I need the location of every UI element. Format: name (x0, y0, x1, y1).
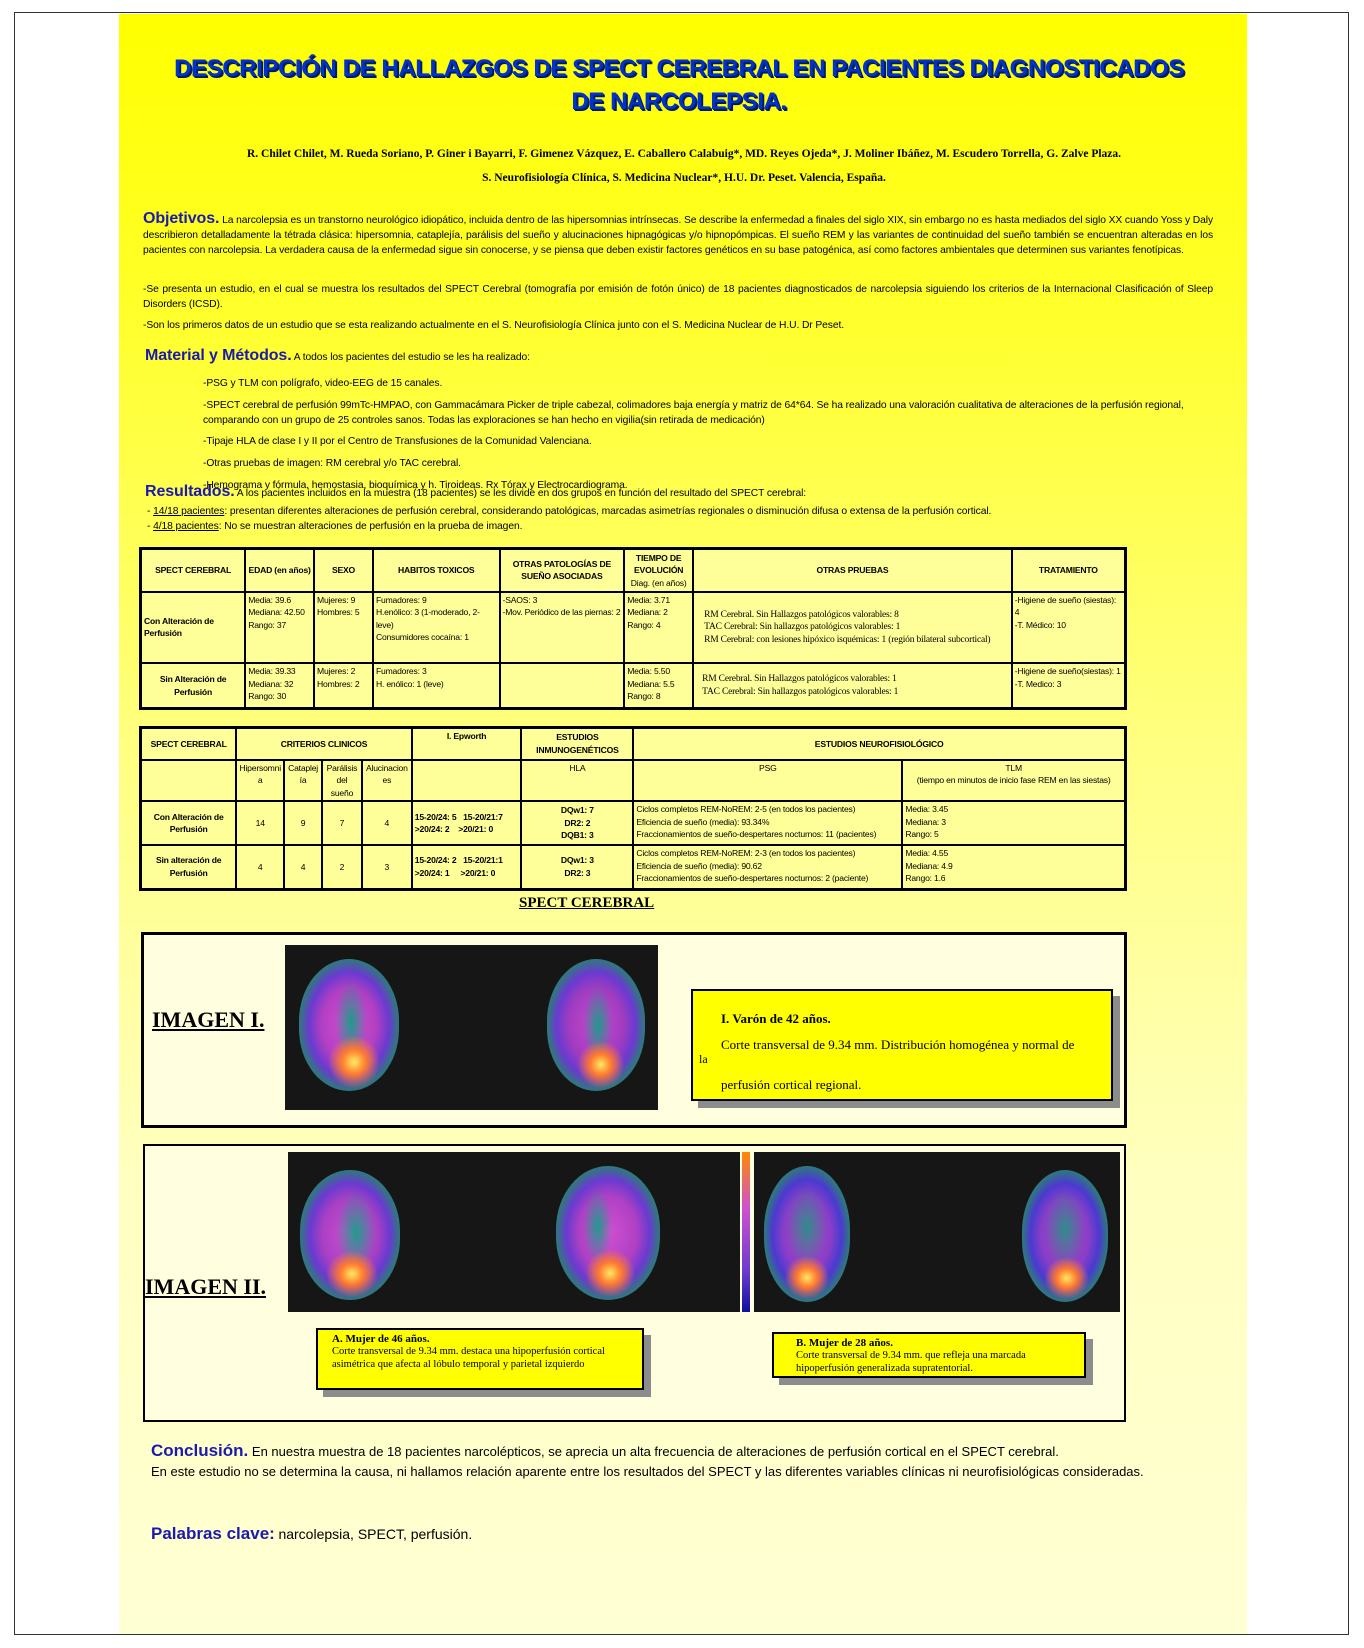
group1-label: 14/18 pacientes (153, 506, 225, 517)
conclusion-l1 (151, 1441, 1211, 1461)
t2-row2-cataplejia: 4 (284, 845, 322, 889)
t2-header-tlm (902, 760, 1125, 802)
brain-slice-image (556, 1166, 660, 1300)
t2-cell: DQw1: 7 (560, 805, 594, 816)
brain-slice-image (300, 1170, 400, 1300)
t1-header-habitos: HABITOS TOXICOS (373, 549, 500, 592)
t1-cell: Fumadores: 9 (375, 594, 427, 605)
t1-row2-sexo (314, 663, 373, 708)
t2-cell: Mediana: 4.9 (905, 860, 953, 871)
t1-cell: Hombres: 2 (317, 678, 360, 689)
t1-cell: Media: 39.33 (248, 666, 296, 677)
t2-row1-tlm (902, 801, 1125, 845)
t1-cell: Mujeres: 2 (317, 666, 356, 677)
t1-row2-otras-pruebas (693, 663, 1012, 708)
resultados-intro (145, 484, 1215, 501)
t2-row2-psg (633, 845, 902, 889)
imagen2-caption-a-title: A. Mujer de 46 años. (332, 1333, 430, 1345)
t1-cell: RM Cerebral. Sin Hallazgos patológicos valorables: 8 (704, 609, 899, 620)
t2-header-cataplejia: Cataplejía (284, 760, 322, 802)
imagen1-caption-line1: Corte transversal de 9.34 mm. Distribución homogénea y normal de (721, 1037, 1075, 1052)
t2-row1-cataplejia: 9 (284, 801, 322, 845)
material-item-hemograma: -Hemograma y fórmula, hemostasia, bioquímica y h. Tiroideas. Rx Tórax y Electrocardiograma. (203, 480, 628, 491)
t1-cell: Rango: 4 (627, 619, 661, 630)
t1-cell: H. enólico: 1 (leve) (375, 678, 444, 689)
t1-cell: Mediana: 5.5 (627, 678, 675, 689)
t1-cell: TAC Cerebral: Sin hallazgos patológicos valorables: 1 (704, 622, 901, 633)
t2-cell: DR2: 2 (564, 817, 591, 828)
t2-row2-hipersomnia: 4 (236, 845, 284, 889)
t2-header-hla: HLA (521, 760, 633, 802)
imagen2-scan-a (288, 1152, 740, 1312)
imagen1-caption-line3: perfusión cortical regional. (721, 1077, 862, 1092)
t1-row2-edad (245, 663, 314, 708)
material-intro (145, 348, 1215, 365)
t1-cell: Media: 39.6 (248, 594, 291, 605)
imagen2-caption-b-text: Corte transversal de 9.34 mm. que refleja una marcada hipoperfusión generalizada supratentorial. (796, 1350, 1026, 1374)
t1-cell: Mujeres: 9 (317, 594, 356, 605)
objetivos-p2: -Se presenta un estudio, en el cual se muestra los resultados del SPECT Cerebral (tomografía por emisión de fotón único) de 18 pacientes diagnosticados de narcolepsia siguiendo los criterios de la Internacional Clasificación of Sleep Disorders (ICSD). (143, 284, 1213, 310)
conclusion-text-1: En nuestra muestra de 18 pacientes narcolépticos, se aprecia un alta frecuencia de alteraciones de perfusión cortical en el SPECT cerebral. (251, 1444, 1059, 1459)
material-item-imagen: -Otras pruebas de imagen: RM cerebral y/o TAC cerebral. (203, 458, 461, 469)
t1-cell: Media: 3.71 (627, 594, 670, 605)
t2-cell: DQw1: 3 (560, 855, 594, 866)
material-item-spect: -SPECT cerebral de perfusión 99mTc-HMPAO, con Gammacámara Picker de triple cabezal, colimadores baja energía y matriz de 64*64. Se ha realizado una valoración cualitativa de alteraciones de la perfusión regional, comparando con un grupo de 25 controles sanos. Todas las exploraciones se han hecho en vigilia(sin retirada de medicación) (203, 400, 1184, 426)
t2-cell: Fraccionamientos de sueño-despertares nocturnos: 11 (pacientes) (636, 829, 877, 839)
t1-header-spect: SPECT CEREBRAL (141, 549, 246, 592)
t2-row1-alucinaciones: 4 (362, 801, 412, 845)
conclusion-heading: Conclusión. (151, 1441, 249, 1460)
imagen2-caption-b (772, 1332, 1086, 1378)
material-intro-text: A todos los pacientes del estudio se les ha realizado: (293, 352, 530, 363)
t1-cell: Rango: 30 (248, 691, 287, 702)
t2-row2-label: Sin alteración de Perfusión (141, 845, 237, 889)
imagen1-panel (141, 932, 1127, 1128)
objetivos-heading: Objetivos. (143, 210, 220, 227)
imagen2-caption-a (316, 1328, 644, 1390)
t1-row1-tiempo (624, 592, 693, 664)
imagen2-caption-b-title: B. Mujer de 28 años. (796, 1337, 893, 1349)
t1-cell: Rango: 37 (248, 619, 287, 630)
t2-cell: >20/24: 1 (414, 867, 450, 878)
color-scale-bar (742, 1152, 750, 1312)
imagen1-caption-title: I. Varón de 42 años. (721, 1011, 831, 1026)
objetivos-text: La narcolepsia es un transtorno neurológico idiopático, incluida dentro de las hipersomnias intrínsecas. Se describe la enfermedad a finales del siglo XIX, sin embargo no es hasta mediados del siglo XX cuando Yoss y Daly describieron detalladamente la tétrada clásica: hipersomnia, cataplejía, parálisis del sueño y alucinaciones hipnagógicas y/o hipnopómpicas. El sueño REM y las variantes de continuidad del sueño también se encuentran alteradas en los pacientes con narcolepsia. La verdadera causa de la enfermedad sigue sin conocerse, y se piensa que deben existir factores genéticos en su base patogénica, así como factores ambientales que determinen sus variantes fenotípicas. (143, 215, 1214, 256)
brain-slice-image (299, 959, 399, 1091)
t1-cell: Hombres: 5 (317, 607, 360, 618)
t1-header-otras-pruebas: OTRAS PRUEBAS (693, 549, 1012, 592)
t1-row1-otras-pat (500, 592, 625, 664)
t1-cell: -SAOS: 3 (502, 594, 538, 605)
results-table-1 (139, 547, 1127, 710)
t2-header-criterios: CRITERIOS CLINICOS (236, 728, 411, 760)
t2-cell (415, 867, 519, 880)
imagen2-scan-b (754, 1152, 1120, 1312)
t1-header-tiempo-a: TIEMPO DE EVOLUCIÓN (634, 552, 684, 576)
t2-row1-hipersomnia: 14 (236, 801, 284, 845)
t2-header-inmuno: ESTUDIOS INMUNOGENÉTICOS (521, 728, 633, 760)
conclusion-l2: En este estudio no se determina la causa, ni hallamos relación aparente entre los resultados del SPECT y las diferentes variables clínicas ni neurofisiológicas consideradas. (151, 1464, 1144, 1479)
t2-cell: >20/24: 2 (414, 824, 450, 834)
t2-row1-epworth (412, 801, 522, 845)
t1-row1-label: Con Alteración de Perfusión (141, 592, 246, 664)
t1-cell: Mediana: 42.50 (248, 607, 305, 618)
t2-cell: DQB1: 3 (561, 830, 594, 841)
t2-cell: Ciclos completos REM-NoREM: 2-3 (en todos los pacientes) (636, 848, 856, 858)
t1-row1-otras-pruebas (693, 592, 1012, 664)
t2-subheader-empty (141, 760, 237, 802)
t1-cell: Consumidores cocaína: 1 (375, 632, 469, 643)
palabras-clave (151, 1524, 1211, 1544)
t2-cell: Rango: 5 (905, 829, 939, 839)
material-item-hla: -Tipaje HLA de clase I y II por el Centro de Transfusiones de la Comunidad Valenciana. (203, 436, 592, 447)
objetivos-p3: -Son los primeros datos de un estudio que se esta realizando actualmente en el S. Neurofisiología Clínica junto con el S. Medicina Nuclear de H.U. Dr Peset. (143, 320, 844, 331)
t2-header-hipersomnia: Hipersomnia (236, 760, 284, 802)
t2-cell: Mediana: 3 (905, 816, 946, 827)
t2-cell: 15-20/21:7 (463, 811, 503, 822)
t2-header-psg: PSG (633, 760, 902, 802)
t2-row2-tlm (902, 845, 1125, 889)
t1-cell: Media: 5.50 (627, 666, 670, 677)
t1-cell: TAC Cerebral: Sin hallazgos patológicos valorables: 1 (702, 686, 899, 697)
t1-header-edad: EDAD (en años) (245, 549, 314, 592)
resultados-heading: Resultados. (145, 483, 235, 500)
t1-header-sexo: SEXO (314, 549, 373, 592)
group2-label: 4/18 pacientes (153, 521, 219, 532)
t1-cell: Fumadores: 3 (375, 666, 427, 677)
results-table-2 (139, 726, 1127, 891)
t2-cell (415, 811, 519, 824)
t2-cell: Fraccionamientos de sueño-despertares nocturnos: 2 (paciente) (636, 873, 869, 883)
t2-header-neuro: ESTUDIOS NEUROFISIOLÓGICO (633, 728, 1125, 760)
t2-row1-hla (521, 801, 633, 845)
brain-slice-image (1022, 1170, 1108, 1302)
t2-cell: 15-20/21:1 (463, 855, 503, 866)
t1-cell: RM Cerebral. Sin Hallazgos patológicos valorables: 1 (702, 674, 897, 685)
objetivos-p1 (143, 211, 1213, 258)
brain-slice-image (547, 959, 645, 1091)
t1-header-tratamiento: TRATAMIENTO (1012, 549, 1126, 592)
t1-cell: Rango: 8 (627, 691, 661, 702)
t1-cell: -Mov. Periódico de las piernas: 2 (502, 607, 621, 618)
t1-row1-sexo (314, 592, 373, 664)
t1-cell: -Higiene de sueño (siestas): 4 (1014, 594, 1117, 618)
t1-cell: Mediana: 2 (627, 607, 668, 618)
t2-header-tlm-label: TLM (1005, 762, 1022, 773)
t2-row1-psg (633, 801, 902, 845)
poster (119, 14, 1247, 1634)
t2-header-alucinaciones: Alucinaciones (362, 760, 412, 802)
imagen2-caption-a-text: Corte transversal de 9.34 mm. destaca una hipoperfusión cortical asimétrica que afecta al lóbulo temporal y parietal izquierdo (332, 1346, 605, 1370)
t1-cell: RM Cerebral: con lesiones hipóxico isquémicas: 1 (región bilateral subcortical) (704, 634, 991, 645)
t2-cell (415, 823, 519, 836)
t1-row2-label: Sin Alteración de Perfusión (141, 663, 246, 708)
material-item-psg: -PSG y TLM con polígrafo, video-EEG de 15 canales. (203, 378, 443, 389)
t2-cell: >20/21: 0 (460, 867, 496, 878)
t2-cell: Eficiencia de sueño (media): 93.34% (636, 816, 770, 827)
resultados-group2: - 4/18 pacientes: No se muestran alteraciones de perfusión en la prueba de imagen. (147, 521, 523, 532)
imagen1-label: IMAGEN I. (152, 1007, 265, 1032)
resultados-group1: - 14/18 pacientes: presentan diferentes alteraciones de perfusión cerebral, considerando patológicas, marcadas asimetrías regionales o disminución difusa o extensa de la perfusión cortical. (147, 506, 992, 517)
group1-text: : presentan diferentes alteraciones de perfusión cerebral, considerando patológicas, marcadas asimetrías regionales o disminución difusa o extensa de la perfusión cortical. (224, 506, 992, 517)
group2-text: : No se muestran alteraciones de perfusión en la prueba de imagen. (218, 521, 523, 532)
poster-title: DESCRIPCIÓN DE HALLAZGOS DE SPECT CEREBRAL EN PACIENTES DIAGNOSTICADOS DE NARCOLEPSIA. (174, 55, 1184, 115)
t1-row2-otras-pat (500, 663, 625, 708)
palabras-text: narcolepsia, SPECT, perfusión. (278, 1526, 473, 1542)
t1-row2-tiempo (624, 663, 693, 708)
t1-cell: -Higiene de sueño(siestas): 1 (1014, 666, 1121, 677)
t1-cell: -T. Médico: 10 (1014, 619, 1066, 630)
spect-section-title: SPECT CEREBRAL (519, 895, 655, 911)
t2-header-tlm-sub: (tiempo en minutos de inicio fase REM en las siestas) (916, 775, 1111, 785)
t1-row2-tratamiento (1012, 663, 1126, 708)
material-heading: Material y Métodos. (145, 347, 292, 364)
t2-cell: DR2: 3 (564, 867, 591, 878)
t2-header-spect: SPECT CEREBRAL (141, 728, 237, 760)
t2-row2-paralisis: 2 (322, 845, 362, 889)
t2-cell: >20/21: 0 (458, 824, 494, 834)
authors: R. Chilet Chilet, M. Rueda Soriano, P. Giner i Bayarri, F. Gimenez Vázquez, E. Caballero Calabuig*, MD. Reyes Ojeda*, J. Moliner Ibáñez, M. Escudero Torrella, G. Zalve Plaza. (246, 148, 1122, 160)
t1-cell: -T. Medico: 3 (1014, 678, 1062, 689)
t2-row2-epworth (412, 845, 522, 889)
brain-slice-image (764, 1166, 850, 1302)
t2-subheader-epworth-empty (412, 760, 522, 802)
affiliation: S. Neurofisiología Clínica, S. Medicina Nuclear*, H.U. Dr. Peset. Valencia, España. (482, 172, 886, 184)
t2-row2-alucinaciones: 3 (362, 845, 412, 889)
t1-header-otras-patologias: OTRAS PATOLOGÍAS DE SUEÑO ASOCIADAS (500, 549, 625, 592)
t1-row1-tratamiento (1012, 592, 1126, 664)
imagen2-panel (143, 1144, 1126, 1422)
t2-row1-paralisis: 7 (322, 801, 362, 845)
t2-cell: 15-20/24: 5 (414, 811, 457, 822)
t1-row1-habitos (373, 592, 500, 664)
t2-cell: Media: 4.55 (905, 848, 949, 858)
imagen1-caption (691, 989, 1113, 1101)
t2-cell: Rango: 1.6 (905, 873, 946, 883)
t2-header-paralisis: Parálisis del sueño (322, 760, 362, 802)
t2-cell (415, 854, 519, 867)
t1-header-tiempo (624, 549, 693, 592)
t1-row1-edad (245, 592, 314, 664)
imagen2-label: IMAGEN II. (145, 1274, 267, 1299)
t1-cell: H.enólico: 3 (1-moderado, 2-leve) (375, 607, 480, 630)
resultados-intro-text: A los pacientes incluidos en la muestra (18 pacientes) se les divide en dos grupos en función del resultado del SPECT cerebral: (236, 488, 807, 499)
t2-row1-label: Con Alteración de Perfusión (141, 801, 237, 845)
t2-cell: Media: 3.45 (905, 804, 949, 814)
imagen1-caption-line2: la (699, 1052, 708, 1066)
t2-cell: Ciclos completos REM-NoREM: 2-5 (en todos los pacientes) (636, 804, 856, 814)
t2-cell: 15-20/24: 2 (414, 855, 457, 866)
t2-row2-hla (521, 845, 633, 889)
imagen1-scan (285, 945, 658, 1110)
t1-header-tiempo-b: Diag. (en años) (630, 577, 687, 588)
palabras-heading: Palabras clave: (151, 1524, 275, 1543)
t1-cell: Mediana: 32 (248, 678, 294, 689)
t2-cell: Eficiencia de sueño (media): 90.62 (636, 860, 762, 871)
t2-header-epworth: I. Epworth (412, 728, 522, 760)
t1-row2-habitos (373, 663, 500, 708)
